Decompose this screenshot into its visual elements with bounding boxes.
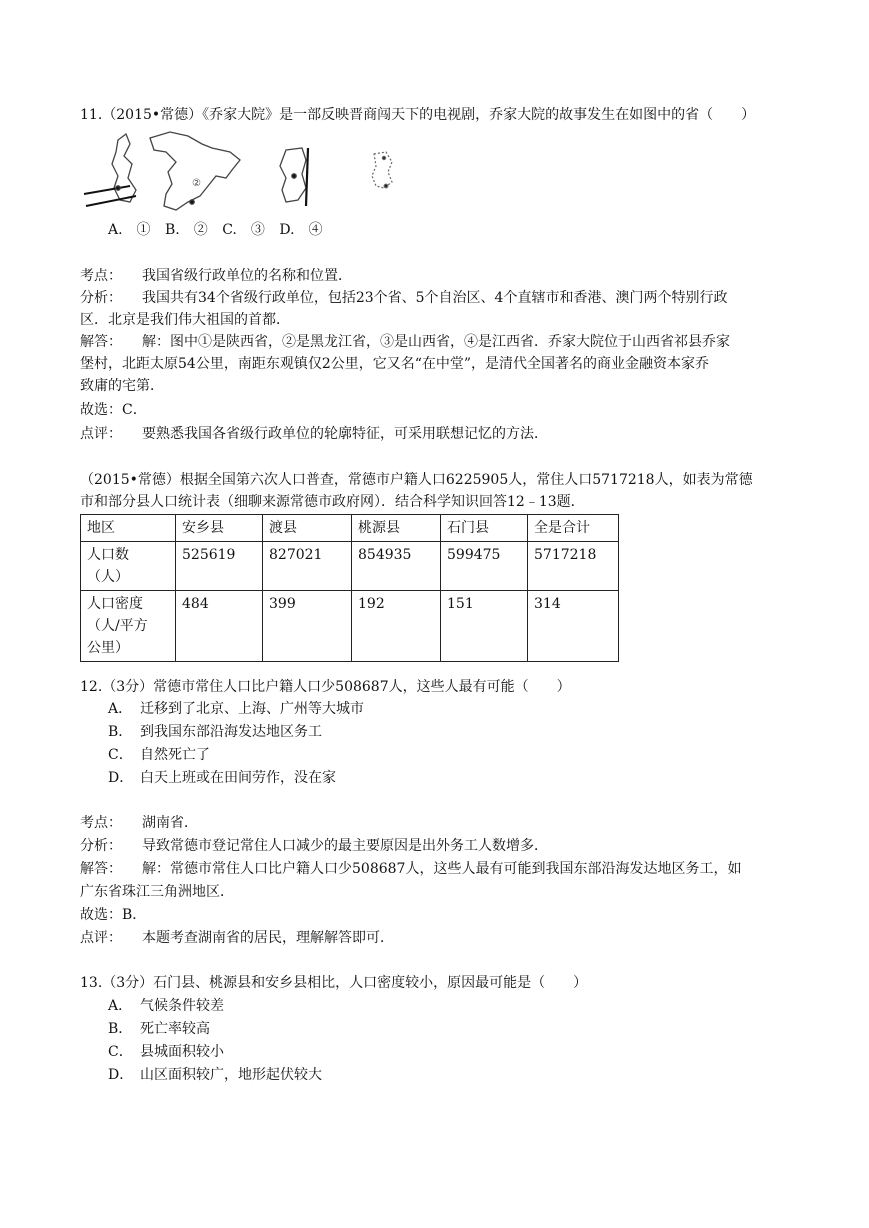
kaodian-label: 考点： xyxy=(80,815,122,831)
option-text: 到我国东部沿海发达地区务工 xyxy=(140,724,322,740)
table-row xyxy=(81,591,619,662)
option-key: A． xyxy=(108,998,133,1014)
q13-option-b[interactable] xyxy=(108,1019,210,1039)
option-key: D． xyxy=(108,770,134,786)
q13-stem: 13.（3分）石门县、桃源县和安乡县相比，人口密度较小，原因最可能是（ ） xyxy=(80,975,588,991)
option-text: 县城面积较小 xyxy=(140,1044,224,1060)
intro-line-2: 市和部分县人口统计表（细聊来源常德市政府网）．结合科学知识回答12﹣13题． xyxy=(80,494,585,510)
option-text: 死亡率较高 xyxy=(140,1021,210,1037)
jieda-text-1: 解：常德市常住人口比户籍人口少508687人，这些人最有可能到我国东部沿海发达地区务工，如 xyxy=(142,861,742,877)
intro-line-1: （2015•常德）根据全国第六次人口普查，常德市户籍人口6225905人，常住人口5717218人，如表为常德 xyxy=(80,472,753,488)
table-cell: 石门县 xyxy=(441,515,528,542)
table-cell: 525619 xyxy=(176,542,263,591)
table-cell: 314 xyxy=(528,591,619,662)
option-text: 白天上班或在田间劳作，没在家 xyxy=(140,770,336,786)
q12-option-c[interactable] xyxy=(108,745,210,765)
option-text: 山区面积较广，地形起伏较大 xyxy=(140,1067,322,1083)
option-key: B． xyxy=(108,1021,133,1037)
q11-fenxi xyxy=(80,288,727,308)
option-text: 迁移到了北京、上海、广州等大城市 xyxy=(140,701,364,717)
q12-jieda-cont: 广东省珠江三角洲地区． xyxy=(80,884,234,900)
q13-option-c[interactable] xyxy=(108,1042,224,1062)
q11-fenxi-cont: 区．北京是我们伟大祖国的首都． xyxy=(80,312,290,328)
option-key: C． xyxy=(108,747,133,763)
q11-dianping xyxy=(80,424,548,444)
table-cell: 827021 xyxy=(263,542,352,591)
map-jiangxi xyxy=(372,152,392,188)
q11-option-d[interactable]: D. ④ xyxy=(279,222,323,238)
fenxi-label: 分析： xyxy=(80,290,122,306)
table-cell: 安乡县 xyxy=(176,515,263,542)
option-key: D． xyxy=(108,1067,134,1083)
q12-option-a[interactable] xyxy=(108,699,364,719)
q11-option-a[interactable]: A. ① xyxy=(108,222,151,238)
population-table xyxy=(80,514,619,662)
table-cell: 全是合计 xyxy=(528,515,619,542)
fenxi-text-1: 我国共有34个省级行政单位，包括23个省、5个自治区、4个直辖市和香港、澳门两个特别行政 xyxy=(142,290,728,306)
table-cell: 渡县 xyxy=(263,515,352,542)
kaodian-label: 考点： xyxy=(80,268,122,284)
table-cell: 人口密度 （人/平方 公里） xyxy=(81,591,176,662)
q11-jieda-cont-2: 致庸的宅第． xyxy=(80,378,164,394)
dianping-label: 点评： xyxy=(80,426,122,442)
dianping-text: 本题考查湖南省的居民，理解解答即可． xyxy=(142,930,394,946)
option-key: A． xyxy=(108,701,133,717)
q12-option-d[interactable] xyxy=(108,768,336,788)
table-cell: 人口数 （人） xyxy=(81,542,176,591)
map-label-2: ② xyxy=(192,178,201,189)
fenxi-text: 导致常德市登记常住人口减少的最主要原因是出外务工人数增多． xyxy=(142,838,548,854)
jieda-label: 解答： xyxy=(80,861,122,877)
dianping-text: 要熟悉我国各省级行政单位的轮廓特征，可采用联想记忆的方法． xyxy=(142,426,548,442)
q12-dianping xyxy=(80,928,394,948)
q11-option-c[interactable]: C. ③ xyxy=(222,222,265,238)
map-heilongjiang xyxy=(150,132,240,210)
dianping-label: 点评： xyxy=(80,930,122,946)
table-cell: 599475 xyxy=(441,542,528,591)
q12-option-b[interactable] xyxy=(108,722,322,742)
q11-jieda xyxy=(80,332,730,352)
kaodian-text: 我国省级行政单位的名称和位置． xyxy=(142,268,352,284)
q13-option-d[interactable] xyxy=(108,1065,322,1085)
table-cell: 地区 xyxy=(81,515,176,542)
option-key: C． xyxy=(108,1044,133,1060)
option-text: 气候条件较差 xyxy=(140,998,224,1014)
table-cell: 484 xyxy=(176,591,263,662)
q11-option-b[interactable]: B. ② xyxy=(165,222,208,238)
q12-answer: 故选：B． xyxy=(80,907,147,923)
q12-fenxi xyxy=(80,836,548,856)
table-row xyxy=(81,542,619,591)
province-outline-maps xyxy=(80,130,410,220)
map-shaanxi xyxy=(84,134,136,206)
table-header-row xyxy=(81,515,619,542)
table-cell: 桃源县 xyxy=(352,515,441,542)
table-cell: 854935 xyxy=(352,542,441,591)
q12-stem: 12.（3分）常德市常住人口比户籍人口少508687人，这些人最有可能（ ） xyxy=(80,679,571,695)
q11-jieda-cont-1: 堡村，北距太原54公里，南距东观镇仅2公里，它又名“在中堂”，是清代全国著名的商业金融资本家乔 xyxy=(80,356,710,372)
kaodian-text: 湖南省． xyxy=(142,815,198,831)
table-cell: 192 xyxy=(352,591,441,662)
table-cell: 399 xyxy=(263,591,352,662)
q12-kaodian xyxy=(80,813,198,833)
q11-stem: 11.（2015•常德）《乔家大院》是一部反映晋商闯天下的电视剧，乔家大院的故事发生在如图中的省（ ） xyxy=(80,107,756,123)
q13-option-a[interactable] xyxy=(108,996,224,1016)
fenxi-label: 分析： xyxy=(80,838,122,854)
q11-answer: 故选：C． xyxy=(80,402,147,418)
table-cell: 5717218 xyxy=(528,542,619,591)
q12-jieda xyxy=(80,859,741,879)
option-key: B． xyxy=(108,724,133,740)
jieda-text-1: 解：图中①是陕西省，②是黑龙江省，③是山西省，④是江西省．乔家大院位于山西省祁县乔家 xyxy=(142,334,730,350)
jieda-label: 解答： xyxy=(80,334,122,350)
q11-kaodian xyxy=(80,266,352,286)
table-cell: 151 xyxy=(441,591,528,662)
option-text: 自然死亡了 xyxy=(140,747,210,763)
map-shanxi xyxy=(280,148,308,206)
q11-options xyxy=(108,220,333,240)
